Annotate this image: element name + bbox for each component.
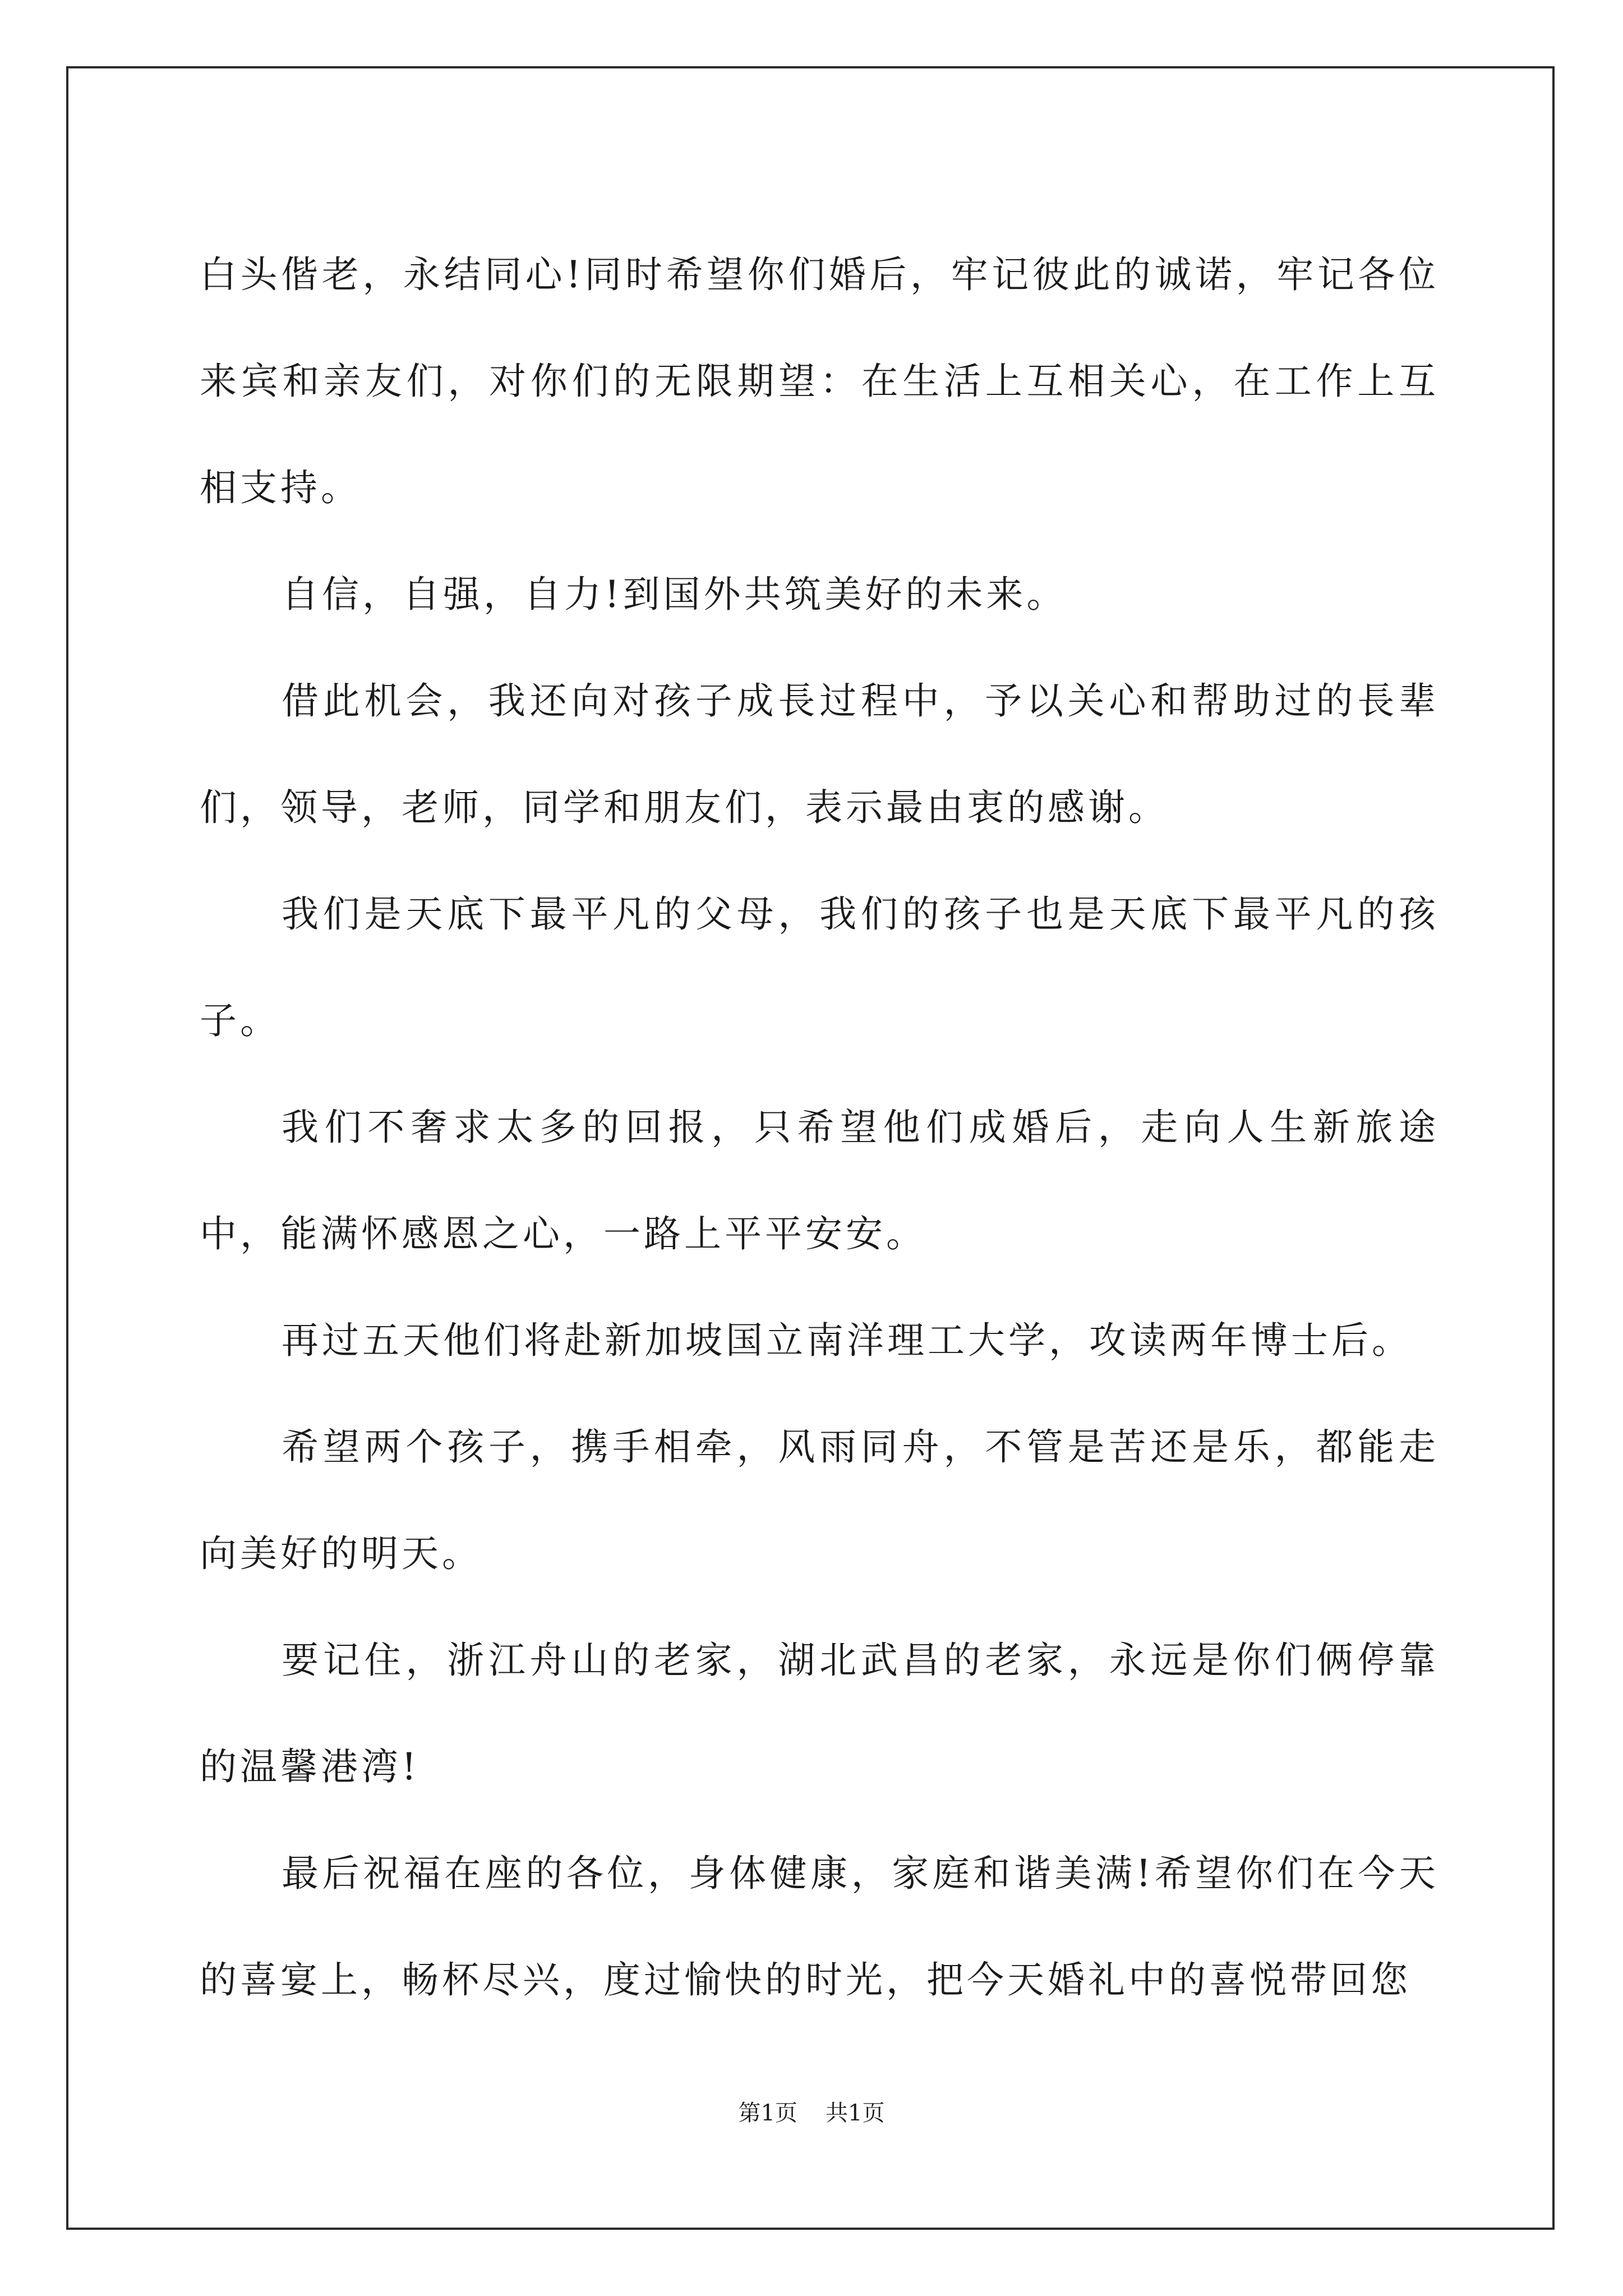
paragraph-8: 要记住，浙江舟山的老家，湖北武昌的老家，永远是你们俩停靠的温馨港湾! xyxy=(200,1639,1439,1788)
page-number-current: 第1页 xyxy=(738,2100,797,2126)
document-body xyxy=(200,222,1439,2033)
paragraph-3: 借此机会，我还向对孩子成長过程中，予以关心和帮助过的長辈们，领导，老师，同学和朋友们，表示最由衷的感谢。 xyxy=(200,679,1439,829)
paragraph-5: 我们不奢求太多的回报，只希望他们成婚后，走向人生新旅途中，能满怀感恩之心，一路上平平安安。 xyxy=(200,1106,1439,1255)
page-footer xyxy=(0,2095,1623,2127)
paragraph-9: 最后祝福在座的各位，身体健康，家庭和谐美满!希望你们在今天的喜宴上，畅杯尽兴，度过愉快的时光，把今天婚礼中的喜悦带回您 xyxy=(200,1852,1439,2001)
paragraph-1: 白头偕老，永结同心!同时希望你们婚后，牢记彼此的诚诺，牢记各位来宾和亲友们，对你们的无限期望：在生活上互相关心，在工作上互相支持。 xyxy=(200,253,1439,509)
paragraph-2: 自信，自强，自力!到国外共筑美好的未来。 xyxy=(282,573,1067,616)
paragraph-4: 我们是天底下最平凡的父母，我们的孩子也是天底下最平凡的孩子。 xyxy=(200,892,1439,1042)
paragraph-6: 再过五天他们将赴新加坡国立南洋理工大学，攻读两年博士后。 xyxy=(282,1319,1412,1362)
page-number-total: 共1页 xyxy=(826,2100,885,2126)
paragraph-7: 希望两个孩子，携手相牵，风雨同舟，不管是苦还是乐，都能走向美好的明天。 xyxy=(200,1425,1439,1575)
